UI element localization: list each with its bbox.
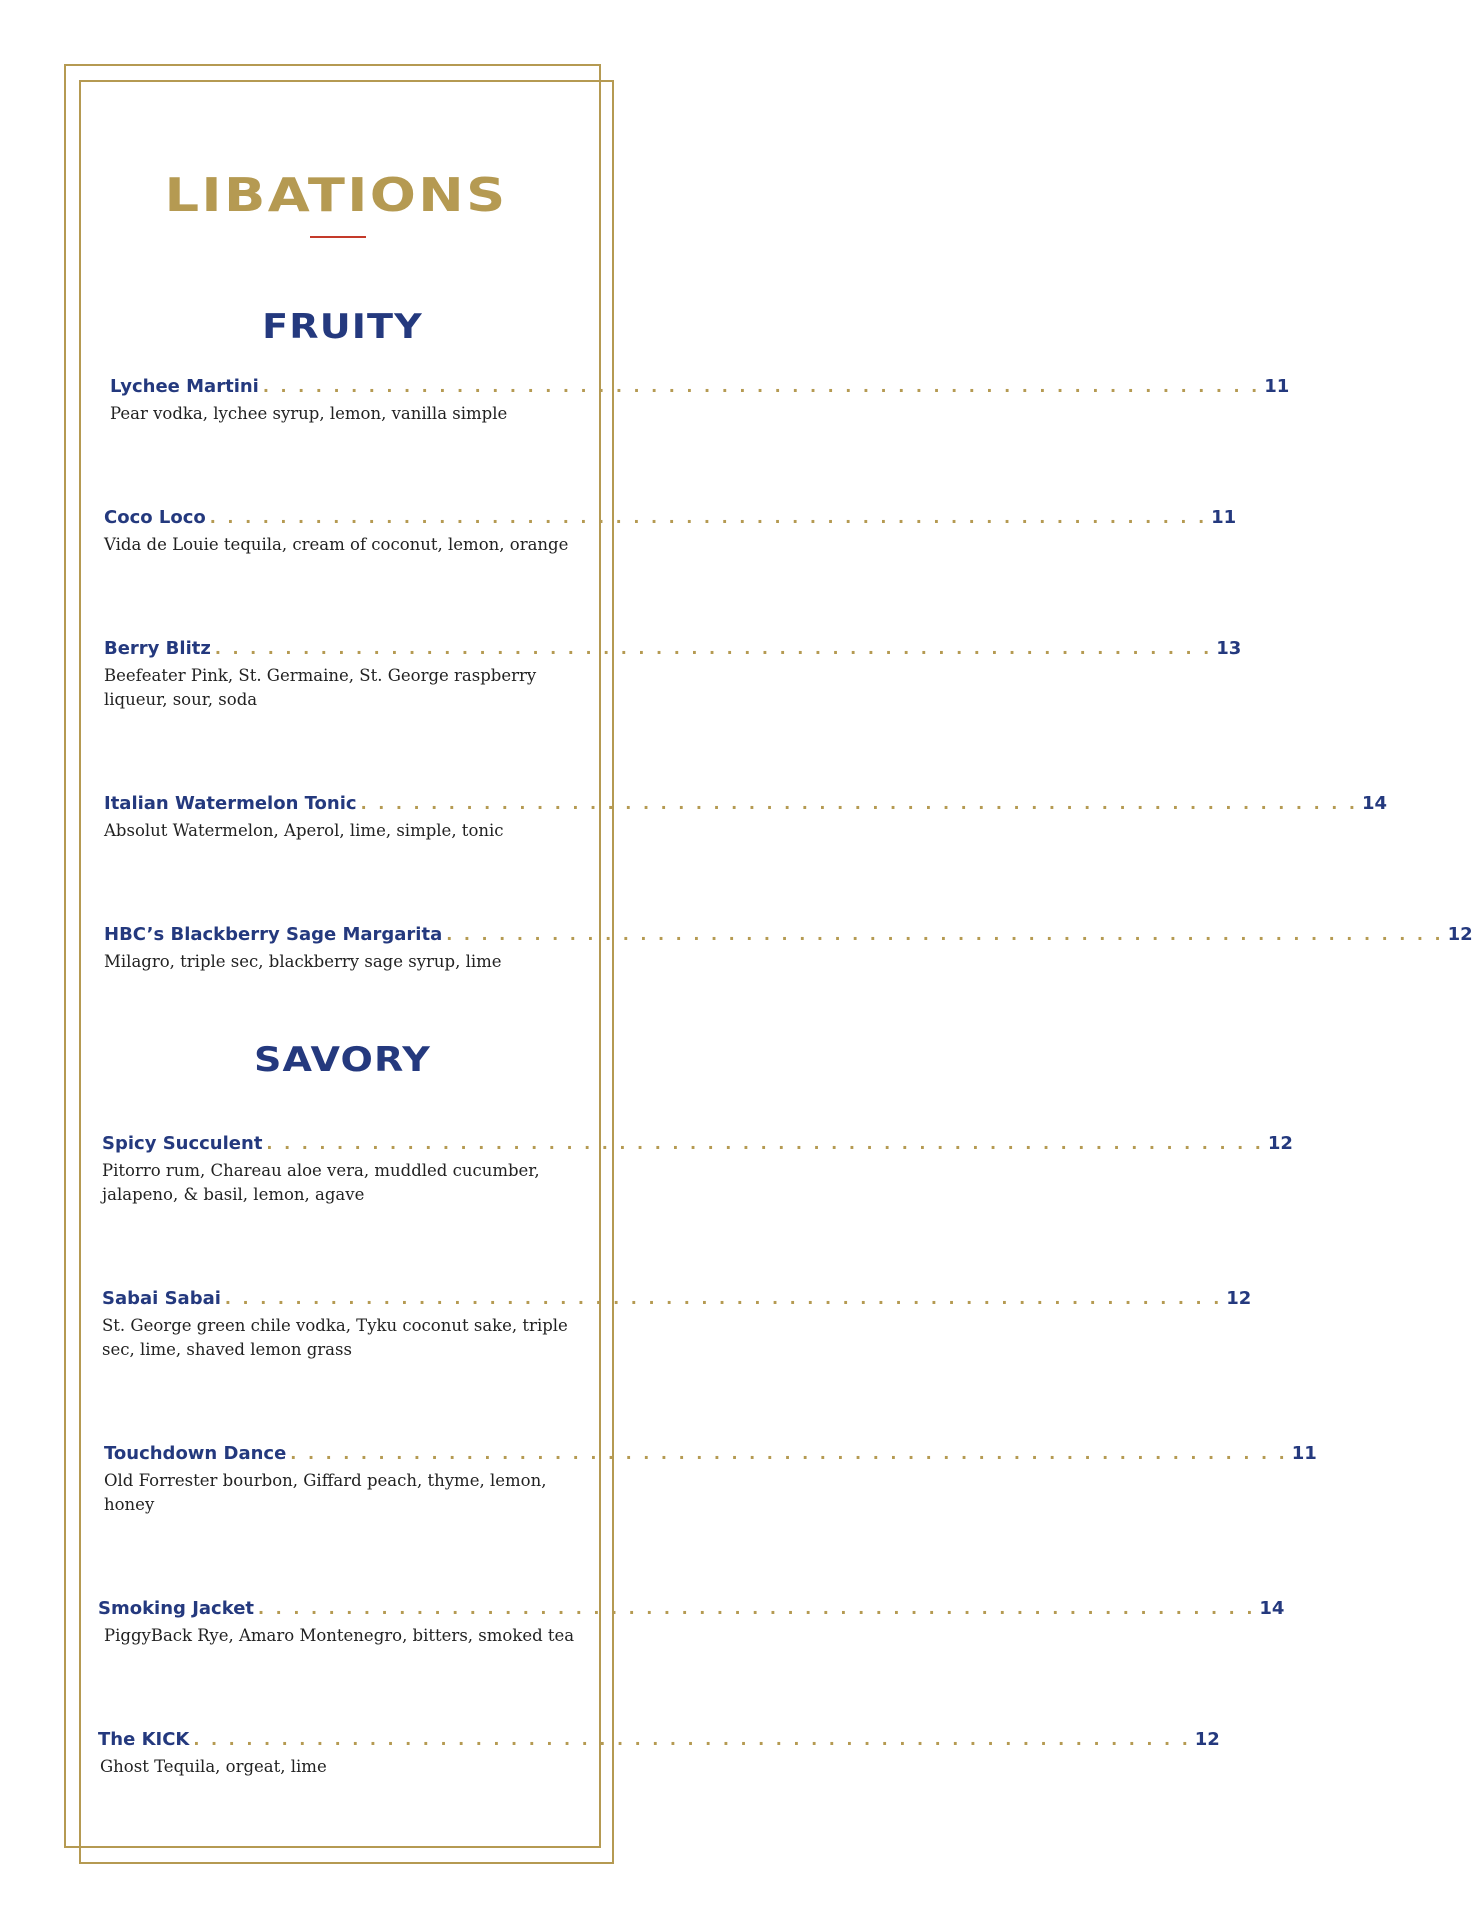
dot-leader: . . . . . . . . . . . . . . . . . . . . . . . . . . . . . . . . . . . . . . . . . . . . . . . . . . . . . . . . . [266, 1134, 1264, 1153]
item-description: Absolut Watermelon, Aperol, lime, simple, tonic [104, 821, 504, 840]
item-description: Pear vodka, lychee syrup, lemon, vanilla simple [110, 404, 508, 423]
item-description: Pitorro rum, Chareau aloe vera, muddled cucumber, jalapeno, & basil, lemon, agave [102, 1161, 540, 1204]
item-name: Touchdown Dance [104, 1443, 287, 1464]
title-divider [310, 236, 366, 238]
menu-item [104, 1443, 1317, 1517]
menu-item [102, 1288, 1252, 1362]
dot-leader: . . . . . . . . . . . . . . . . . . . . . . . . . . . . . . . . . . . . . . . . . . . . . . . . . . . . . . . . . [360, 794, 1358, 813]
dot-leader: . . . . . . . . . . . . . . . . . . . . . . . . . . . . . . . . . . . . . . . . . . . . . . . . . . . . . . . . . [262, 377, 1261, 396]
item-description: Vida de Louie tequila, cream of coconut, lemon, orange [104, 535, 569, 554]
dot-leader: . . . . . . . . . . . . . . . . . . . . . . . . . . . . . . . . . . . . . . . . . . . . . . . . . . . . . . . . . [209, 508, 1208, 527]
dot-leader: . . . . . . . . . . . . . . . . . . . . . . . . . . . . . . . . . . . . . . . . . . . . . . . . . . . . . . . . . [446, 925, 1444, 944]
menu-item [104, 924, 1473, 974]
menu-item [104, 507, 1237, 557]
item-description: Ghost Tequila, orgeat, lime [100, 1757, 327, 1776]
page-title: LIBATIONS [164, 168, 508, 222]
item-price: 14 [1361, 793, 1388, 814]
dot-leader: . . . . . . . . . . . . . . . . . . . . . . . . . . . . . . . . . . . . . . . . . . . . . . . . . . . . . . . . . [224, 1289, 1223, 1308]
item-price: 12 [1226, 1288, 1252, 1309]
item-description: St. George green chile vodka, Tyku coconut sake, triple sec, lime, shaved lemon grass [102, 1316, 568, 1359]
item-description: Old Forrester bourbon, Giffard peach, thyme, lemon, honey [104, 1471, 547, 1514]
item-name: Sabai Sabai [102, 1288, 221, 1309]
menu-item [98, 1729, 1220, 1779]
item-name: Smoking Jacket [98, 1598, 255, 1619]
section-heading-fruity: FRUITY [262, 307, 423, 347]
dot-leader: . . . . . . . . . . . . . . . . . . . . . . . . . . . . . . . . . . . . . . . . . . . . . . . . . . . . . . . . . [193, 1730, 1191, 1749]
menu-item [102, 1133, 1293, 1207]
item-price: 14 [1259, 1598, 1285, 1619]
item-name: Spicy Succulent [102, 1133, 263, 1154]
dot-leader: . . . . . . . . . . . . . . . . . . . . . . . . . . . . . . . . . . . . . . . . . . . . . . . . . . . . . . . . . [258, 1599, 1256, 1618]
item-name: HBC’s Blackberry Sage Margarita [104, 924, 443, 945]
menu-item [104, 793, 1388, 843]
item-name: Italian Watermelon Tonic [104, 793, 357, 814]
item-price: 12 [1194, 1729, 1220, 1750]
dot-leader: . . . . . . . . . . . . . . . . . . . . . . . . . . . . . . . . . . . . . . . . . . . . . . . . . . . . . . . . . [290, 1444, 1288, 1463]
dot-leader: . . . . . . . . . . . . . . . . . . . . . . . . . . . . . . . . . . . . . . . . . . . . . . . . . . . . . . . . . [214, 639, 1213, 658]
item-name: Lychee Martini [110, 376, 259, 397]
item-description: PiggyBack Rye, Amaro Montenegro, bitters, smoked tea [104, 1626, 575, 1645]
menu-item [110, 376, 1290, 426]
item-description: Milagro, triple sec, blackberry sage syrup, lime [104, 952, 502, 971]
item-name: Berry Blitz [104, 638, 211, 659]
menu-item [104, 638, 1242, 712]
item-price: 12 [1267, 1133, 1293, 1154]
item-price: 13 [1216, 638, 1242, 659]
menu-item [98, 1598, 1285, 1648]
item-price: 12 [1447, 924, 1473, 945]
item-name: Coco Loco [104, 507, 206, 528]
item-description: Beefeater Pink, St. Germaine, St. George raspberry liqueur, sour, soda [104, 666, 537, 709]
item-price: 11 [1264, 376, 1290, 397]
item-name: The KICK [98, 1729, 190, 1750]
section-heading-savory: SAVORY [253, 1040, 432, 1080]
item-price: 11 [1291, 1443, 1317, 1464]
item-price: 11 [1211, 507, 1237, 528]
